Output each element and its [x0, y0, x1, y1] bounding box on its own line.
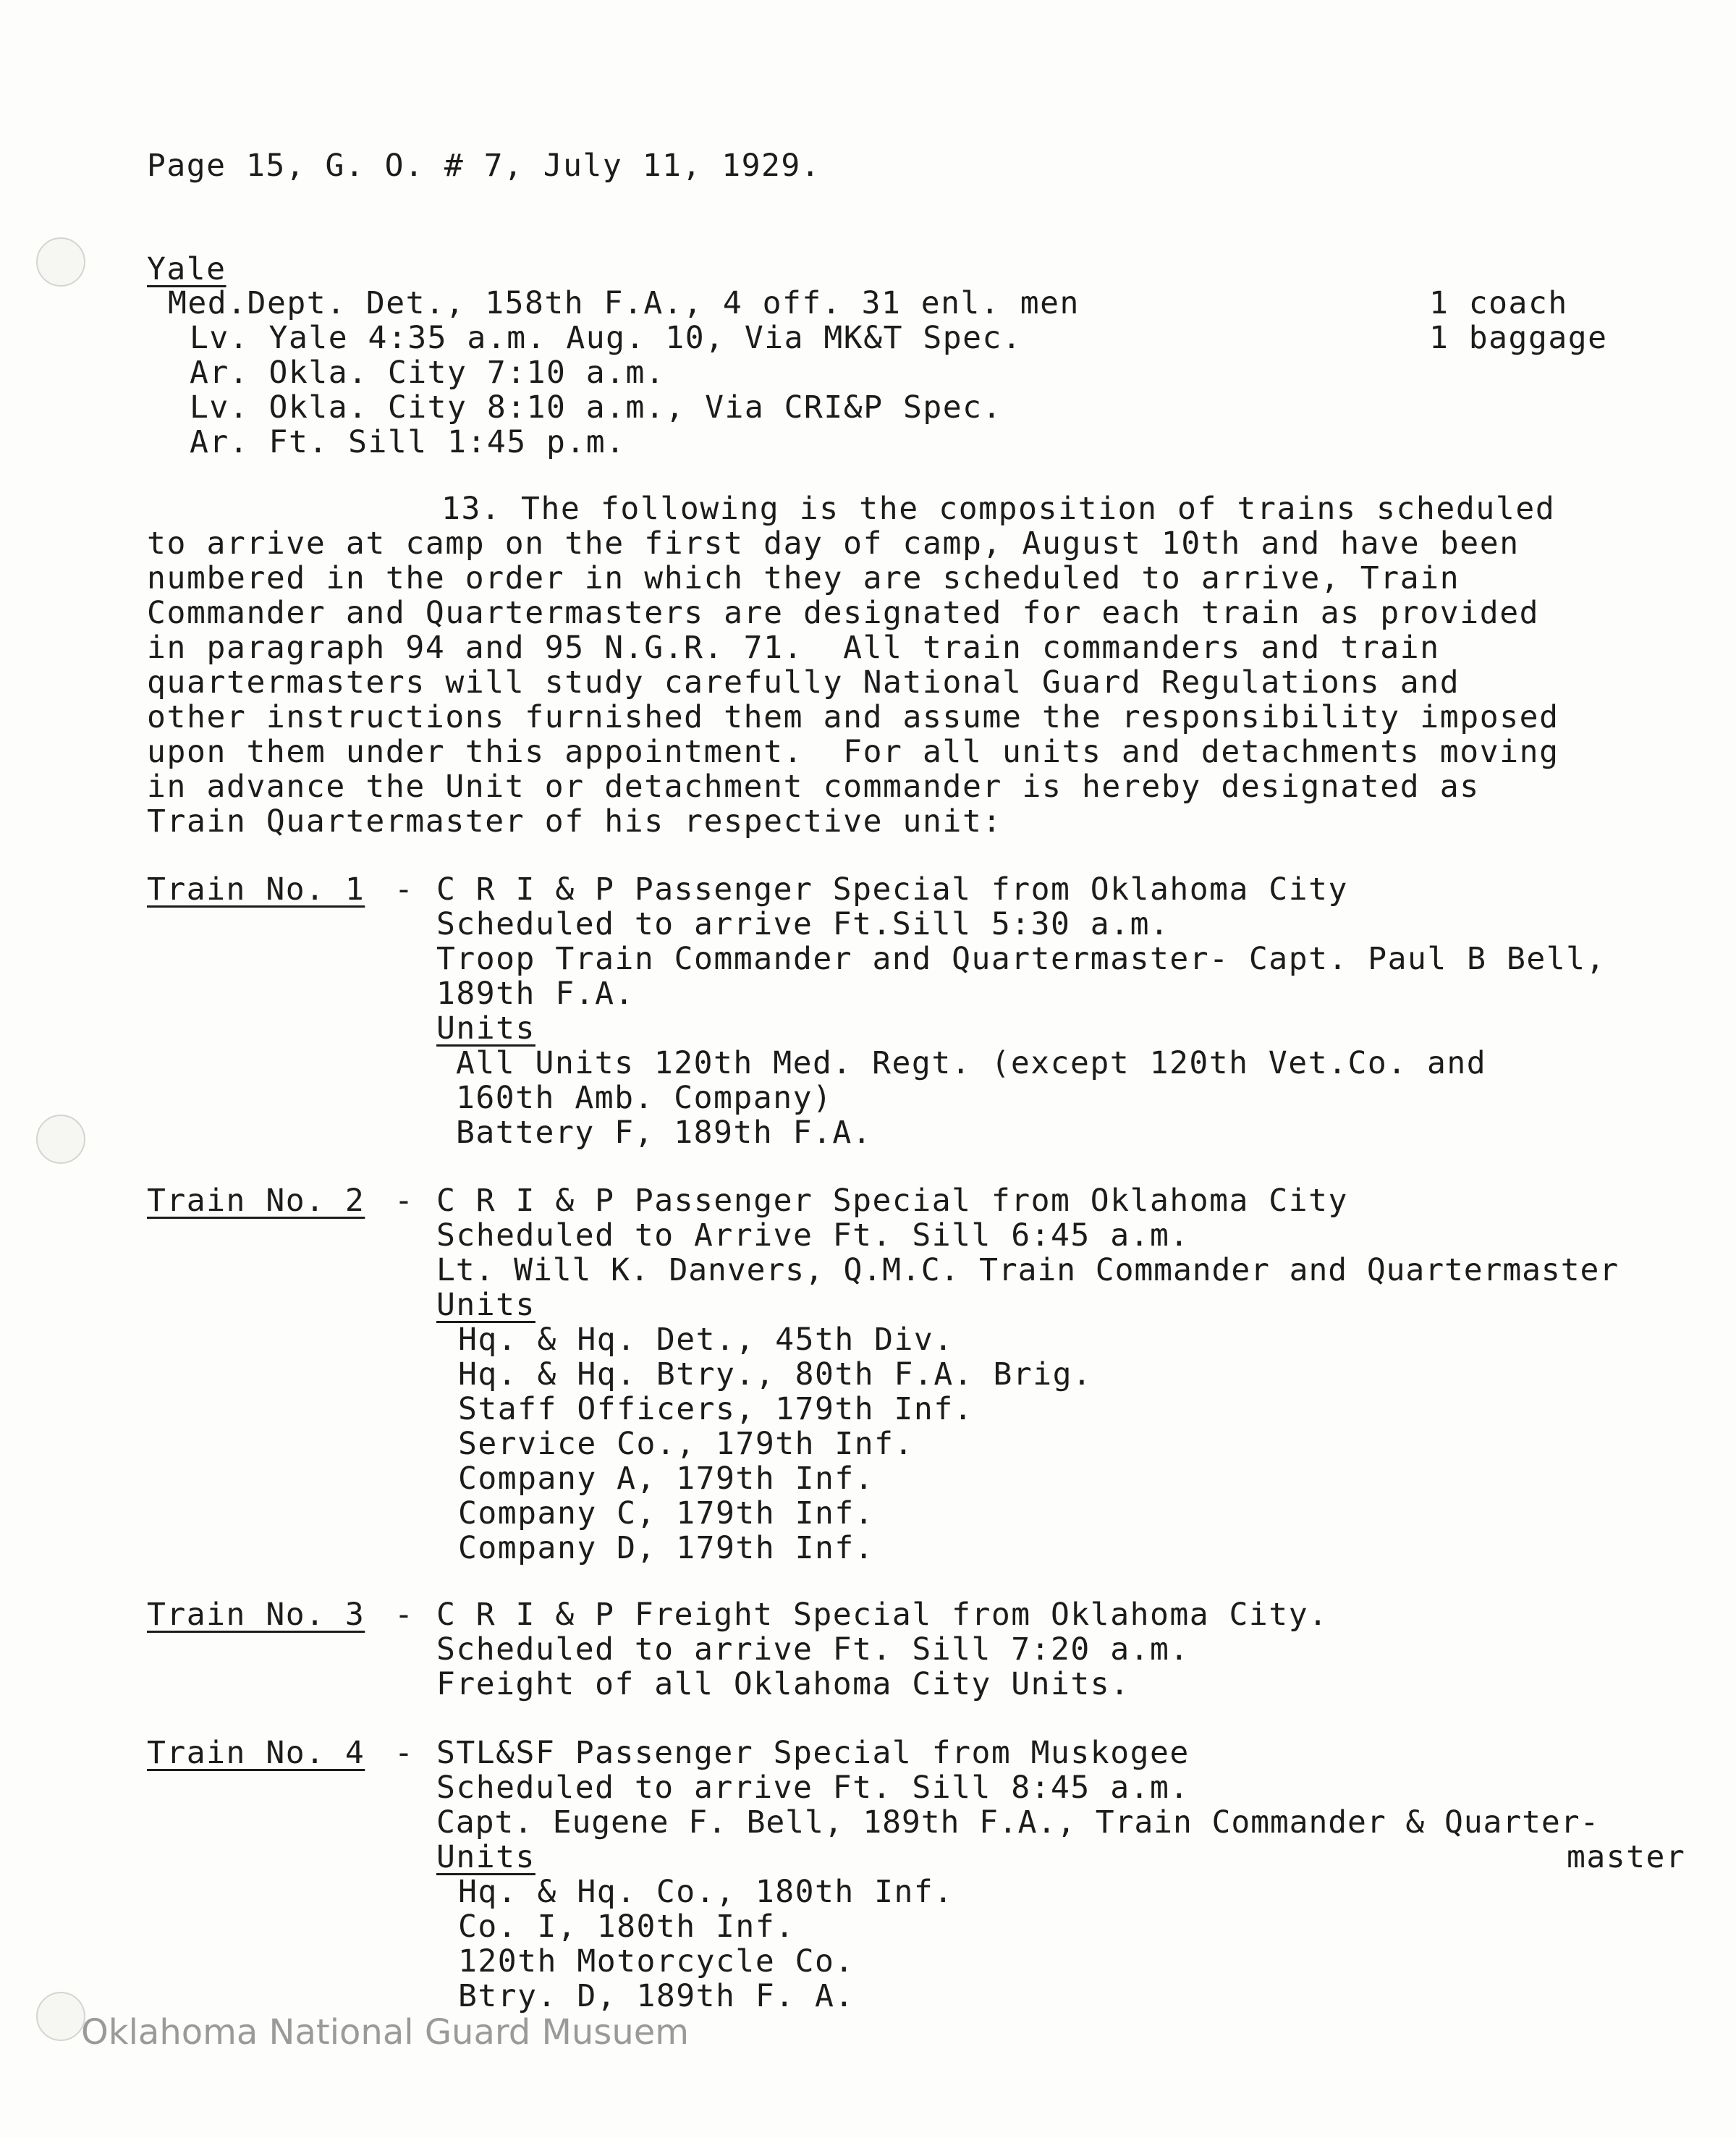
train-line: Scheduled to arrive Ft. Sill 7:20 a.m. — [436, 1631, 1190, 1668]
train-line: Freight of all Oklahoma City Units. — [436, 1666, 1130, 1702]
paragraph-line: upon them under this appointment. For all units and detachments moving — [147, 734, 1559, 770]
train-line: Troop Train Commander and Quartermaster- Capt. Paul B Bell, — [436, 941, 1606, 977]
train-dash: - — [394, 1597, 415, 1633]
unit-item: Hq. & Hq. Co., 180th Inf. — [458, 1874, 954, 1910]
train-label: Train No. 3 — [147, 1597, 365, 1633]
paragraph-line: Train Quartermaster of his respective unit: — [147, 803, 1002, 840]
train-line: STL&SF Passenger Special from Muskogee — [436, 1735, 1190, 1771]
unit-item: Company D, 179th Inf. — [458, 1530, 875, 1566]
paragraph-line: quartermasters will study carefully National Guard Regulations and — [147, 664, 1460, 701]
train-line: Scheduled to arrive Ft.Sill 5:30 a.m. — [436, 906, 1170, 942]
train-line: C R I & P Passenger Special from Oklahoma City — [436, 1183, 1348, 1219]
page-header: Page 15, G. O. # 7, July 11, 1929. — [147, 148, 821, 184]
train-line-continuation: master — [1567, 1839, 1686, 1875]
punch-hole — [36, 237, 85, 287]
punch-hole — [36, 1992, 85, 2041]
unit-item: 160th Amb. Company) — [456, 1080, 833, 1116]
unit-item: Company A, 179th Inf. — [458, 1461, 875, 1497]
watermark-text: Oklahoma National Guard Musuem — [81, 2012, 690, 2053]
unit-item: Company C, 179th Inf. — [458, 1495, 875, 1531]
yale-heading: Yale — [147, 251, 226, 287]
unit-item: Co. I, 180th Inf. — [458, 1909, 795, 1945]
unit-item: 120th Motorcycle Co. — [458, 1943, 855, 1979]
train-line: Scheduled to Arrive Ft. Sill 6:45 a.m. — [436, 1217, 1190, 1254]
yale-line: Med.Dept. Det., 158th F.A., 4 off. 31 enl. men — [168, 285, 1080, 321]
paragraph-line: 13. The following is the composition of trains scheduled — [441, 491, 1556, 527]
unit-item: Hq. & Hq. Btry., 80th F.A. Brig. — [458, 1356, 1093, 1393]
unit-item: All Units 120th Med. Regt. (except 120th Vet.Co. and — [456, 1045, 1487, 1081]
units-heading: Units — [436, 1010, 535, 1047]
train-line: C R I & P Freight Special from Oklahoma City. — [436, 1597, 1329, 1633]
yale-line: Lv. Yale 4:35 a.m. Aug. 10, Via MK&T Spec. — [190, 320, 1022, 356]
train-line: Lt. Will K. Danvers, Q.M.C. Train Commander and Quartermaster — [436, 1252, 1619, 1288]
paragraph-line: in advance the Unit or detachment commander is hereby designated as — [147, 769, 1480, 805]
yale-line: Ar. Okla. City 7:10 a.m. — [190, 355, 666, 391]
train-dash: - — [394, 871, 415, 908]
yale-equipment: 1 baggage — [1429, 320, 1608, 356]
units-heading: Units — [436, 1287, 535, 1323]
units-heading: Units — [436, 1839, 535, 1875]
yale-line: Ar. Ft. Sill 1:45 p.m. — [190, 424, 626, 460]
unit-item: Staff Officers, 179th Inf. — [458, 1391, 974, 1427]
punch-hole — [36, 1115, 85, 1164]
train-line: C R I & P Passenger Special from Oklahoma City — [436, 871, 1348, 908]
yale-equipment: 1 coach — [1429, 285, 1568, 321]
paragraph-line: to arrive at camp on the first day of camp, August 10th and have been — [147, 525, 1520, 562]
train-label: Train No. 1 — [147, 871, 365, 908]
unit-item: Hq. & Hq. Det., 45th Div. — [458, 1322, 954, 1358]
paragraph-line: Commander and Quartermasters are designated for each train as provided — [147, 595, 1540, 631]
unit-item: Btry. D, 189th F. A. — [458, 1978, 855, 2014]
paragraph-line: in paragraph 94 and 95 N.G.R. 71. All train commanders and train — [147, 630, 1440, 666]
unit-item: Service Co., 179th Inf. — [458, 1426, 914, 1462]
train-label: Train No. 4 — [147, 1735, 365, 1771]
train-dash: - — [394, 1735, 415, 1771]
train-line: Scheduled to arrive Ft. Sill 8:45 a.m. — [436, 1770, 1190, 1806]
paragraph-line: other instructions furnished them and assume the responsibility imposed — [147, 699, 1559, 735]
train-label: Train No. 2 — [147, 1183, 365, 1219]
train-line: 189th F.A. — [436, 976, 635, 1012]
train-line: Capt. Eugene F. Bell, 189th F.A., Train Commander & Quarter- — [436, 1804, 1600, 1841]
unit-item: Battery F, 189th F.A. — [456, 1115, 873, 1151]
yale-line: Lv. Okla. City 8:10 a.m., Via CRI&P Spec. — [190, 389, 1002, 426]
train-dash: - — [394, 1183, 415, 1219]
paragraph-line: numbered in the order in which they are scheduled to arrive, Train — [147, 560, 1460, 596]
